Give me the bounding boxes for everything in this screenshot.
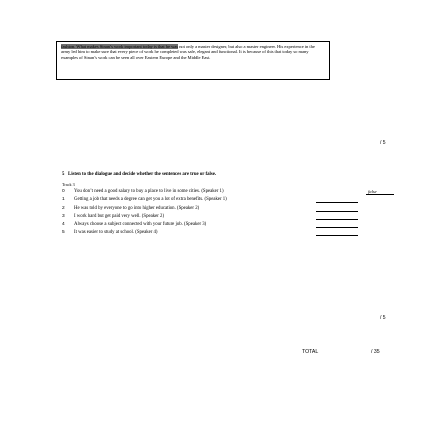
- item-number: 4: [62, 222, 65, 228]
- item-number: 0: [62, 189, 65, 194]
- answer-line[interactable]: [316, 219, 358, 220]
- item-number: 5: [62, 230, 65, 236]
- answer-line[interactable]: [316, 227, 358, 228]
- exercise-number: 5: [62, 172, 65, 177]
- item-sentence: He was told by everyone to go into higher education. (Speaker 2): [74, 205, 200, 211]
- item-sentence: It was easier to study at school. (Speaker 4): [74, 230, 158, 236]
- exercise-instruction: [62, 172, 216, 177]
- list-item: [62, 197, 402, 205]
- true-false-list: [62, 189, 402, 239]
- passage-text: not only a master designer, but also a master engineer. His experience in the army led him to make sure that every piece of work he completed was safe, elegant and functional. It is because of this that today so many examples of Sinan’s work can be seen all over Eastern Europe and the Middle East.: [61, 44, 315, 60]
- list-item: [62, 189, 402, 197]
- total-label: TOTAL: [302, 349, 319, 355]
- list-item: [62, 230, 402, 238]
- item-number: 1: [62, 197, 65, 203]
- list-item: [62, 206, 402, 214]
- exercise-instruction-text: Listen to the dialogue and decide whether the sentences are true or false.: [68, 172, 217, 177]
- answer-line[interactable]: [316, 235, 358, 236]
- passage-highlighted-line: fashion. What makes Sinan’s work important today is that he was: [61, 44, 179, 49]
- item-sentence: I work hard but get paid very well. (Speaker 2): [74, 213, 165, 219]
- total-score: / 35: [371, 349, 380, 355]
- item-number: 2: [62, 205, 65, 211]
- answer-line[interactable]: [316, 211, 358, 212]
- list-item: [62, 214, 402, 222]
- item-sentence: Getting a job that needs a degree can get you a lot of extra benefits. (Speaker 1): [74, 197, 227, 203]
- item-sentence: You don’t need a good salary to buy a place to live in some cities. (Speaker 1): [74, 189, 224, 194]
- reading-passage-box: [56, 41, 330, 80]
- item-sentence: Always choose a subject connected with your future job. (Speaker 3): [74, 222, 207, 228]
- answer-line[interactable]: [316, 202, 358, 203]
- item-number: 3: [62, 213, 65, 219]
- answer-line[interactable]: [366, 194, 394, 195]
- list-item: [62, 222, 402, 230]
- audio-track-label: Track 3: [62, 182, 75, 187]
- example-answer: false: [368, 189, 377, 194]
- section-score: / 5: [380, 315, 386, 321]
- section-score: / 5: [380, 140, 386, 146]
